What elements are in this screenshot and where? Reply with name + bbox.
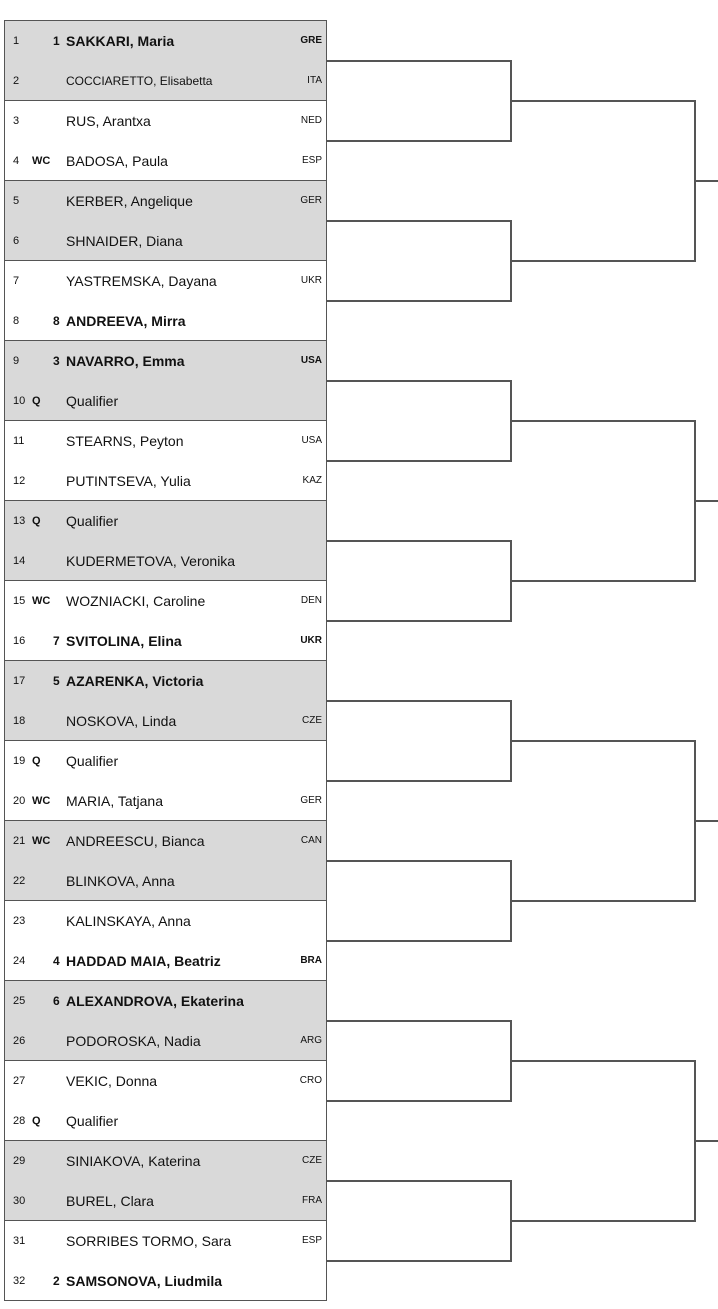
player-name: BUREL, Clara <box>66 1193 154 1209</box>
draw-position: 11 <box>13 435 25 447</box>
player-row[interactable] <box>5 1221 326 1261</box>
bracket-line <box>510 1060 694 1062</box>
player-name: KALINSKAYA, Anna <box>66 913 191 929</box>
draw-position: 5 <box>13 195 20 207</box>
player-row[interactable] <box>5 1101 326 1141</box>
bracket-line <box>694 180 718 182</box>
nationality: GER <box>300 195 322 206</box>
nationality: CRO <box>299 1075 322 1086</box>
draw-position: 17 <box>13 675 26 687</box>
draw-position: 3 <box>13 115 20 127</box>
bracket-line <box>327 1100 510 1102</box>
bracket-line <box>327 940 510 942</box>
player-name: COCCIARETTO, Elisabetta <box>66 74 213 88</box>
draw-pair <box>4 500 327 580</box>
nationality: ESP <box>301 155 322 166</box>
draw-position: 23 <box>13 915 26 927</box>
nationality: GER <box>300 795 322 806</box>
nationality: CZE <box>302 1155 322 1166</box>
bracket-line <box>510 1220 694 1222</box>
draw-position: 31 <box>13 1235 26 1247</box>
draw-position: 6 <box>13 235 20 247</box>
player-name: KUDERMETOVA, Veronika <box>66 553 236 569</box>
draw-position: 14 <box>13 555 26 567</box>
player-row[interactable] <box>5 621 326 661</box>
player-name: Qualifier <box>66 513 119 529</box>
draw-pair <box>4 580 327 660</box>
seed-number: 6 <box>53 994 60 1008</box>
bracket-line <box>327 1020 510 1022</box>
draw-position: 32 <box>13 1275 26 1287</box>
player-name: BADOSA, Paula <box>66 153 168 169</box>
draw-pair <box>4 980 327 1060</box>
player-row[interactable] <box>5 1261 326 1301</box>
bracket-line <box>510 740 694 742</box>
player-row[interactable] <box>5 581 326 621</box>
player-row[interactable] <box>5 981 326 1021</box>
player-name: WOZNIACKI, Caroline <box>66 593 206 609</box>
draw-pair <box>4 100 327 180</box>
draw-position: 30 <box>13 1195 26 1207</box>
seed-number: 7 <box>53 634 60 648</box>
player-name: NAVARRO, Emma <box>66 353 185 369</box>
draw-pair <box>4 260 327 340</box>
bracket-line <box>327 860 510 862</box>
player-name: RUS, Arantxa <box>66 113 151 129</box>
player-row[interactable] <box>5 221 326 261</box>
entry-tag: Q <box>32 395 41 407</box>
player-name: MARIA, Tatjana <box>66 793 164 809</box>
draw-pair <box>4 900 327 980</box>
draw-pair <box>4 820 327 900</box>
draw-position: 9 <box>13 355 20 367</box>
player-row[interactable] <box>5 661 326 701</box>
draw-position: 13 <box>13 515 26 527</box>
player-row[interactable] <box>5 861 326 901</box>
player-name: SVITOLINA, Elina <box>66 633 182 649</box>
draw-pair <box>4 340 327 420</box>
player-row[interactable] <box>5 381 326 421</box>
nationality: CZE <box>302 715 322 726</box>
entry-tag: WC <box>32 835 51 847</box>
player-name: Qualifier <box>66 1113 119 1129</box>
nationality: ITA <box>307 75 322 86</box>
nationality: USA <box>300 355 322 366</box>
player-name: PUTINTSEVA, Yulia <box>66 473 191 489</box>
draw-pair <box>4 420 327 500</box>
draw-position: 19 <box>13 755 26 767</box>
bracket-line <box>327 620 510 622</box>
bracket-line <box>694 500 718 502</box>
draw-position: 18 <box>13 715 26 727</box>
player-name: SAKKARI, Maria <box>66 33 175 49</box>
nationality: USA <box>301 435 322 446</box>
seed-number: 3 <box>53 354 60 368</box>
player-row[interactable] <box>5 21 326 61</box>
player-row[interactable] <box>5 101 326 141</box>
player-row[interactable] <box>5 741 326 781</box>
nationality: BRA <box>300 955 322 966</box>
bracket-line <box>327 140 510 142</box>
nationality: NED <box>300 115 322 126</box>
bracket-line <box>327 700 510 702</box>
player-row[interactable] <box>5 1141 326 1181</box>
player-row[interactable] <box>5 821 326 861</box>
bracket-line <box>327 780 510 782</box>
player-row[interactable] <box>5 181 326 221</box>
player-name: Qualifier <box>66 753 119 769</box>
player-name: YASTREMSKA, Dayana <box>66 273 217 289</box>
player-name: SAMSONOVA, Liudmila <box>66 1273 223 1289</box>
bracket-line <box>694 1140 718 1142</box>
nationality: UKR <box>300 635 322 646</box>
seed-number: 2 <box>53 1274 60 1288</box>
draw-position: 28 <box>13 1115 26 1127</box>
draw-position: 10 <box>13 395 26 407</box>
draw-position: 26 <box>13 1035 26 1047</box>
bracket-line <box>327 300 510 302</box>
seed-number: 4 <box>53 954 60 968</box>
bracket-line <box>327 380 510 382</box>
player-name: KERBER, Angelique <box>66 193 193 209</box>
player-name: STEARNS, Peyton <box>66 433 184 449</box>
player-name: AZARENKA, Victoria <box>66 673 204 689</box>
seed-number: 8 <box>53 314 60 328</box>
entry-tag: Q <box>32 515 41 527</box>
player-name: VEKIC, Donna <box>66 1073 158 1089</box>
draw-position: 25 <box>13 995 26 1007</box>
entry-tag: Q <box>32 755 41 767</box>
bracket-line <box>327 540 510 542</box>
player-row[interactable] <box>5 781 326 821</box>
player-name: ANDREESCU, Bianca <box>66 833 205 849</box>
player-row[interactable] <box>5 461 326 501</box>
player-name: Qualifier <box>66 393 119 409</box>
player-row[interactable] <box>5 141 326 181</box>
seed-number: 5 <box>53 674 60 688</box>
player-row[interactable] <box>5 301 326 341</box>
player-row[interactable] <box>5 701 326 741</box>
player-name: HADDAD MAIA, Beatriz <box>66 953 221 969</box>
draw-position: 21 <box>13 835 26 847</box>
draw-table <box>4 20 327 1301</box>
bracket-line <box>327 1260 510 1262</box>
player-row[interactable] <box>5 341 326 381</box>
player-row[interactable] <box>5 941 326 981</box>
bracket-line <box>510 580 694 582</box>
draw-pair <box>4 1060 327 1140</box>
nationality: FRA <box>302 1195 322 1206</box>
player-row[interactable] <box>5 901 326 941</box>
draw-position: 22 <box>13 875 26 887</box>
bracket-line <box>327 460 510 462</box>
entry-tag: WC <box>32 795 51 807</box>
entry-tag: Q <box>32 1115 41 1127</box>
draw-position: 15 <box>13 595 26 607</box>
draw-pair <box>4 1220 327 1301</box>
seed-number: 1 <box>53 34 60 48</box>
nationality: UKR <box>300 275 322 286</box>
nationality: ESP <box>301 1235 322 1246</box>
bracket-line <box>510 900 694 902</box>
draw-pair <box>4 1140 327 1220</box>
draw-pair <box>4 660 327 740</box>
player-row[interactable] <box>5 421 326 461</box>
draw-position: 27 <box>13 1075 26 1087</box>
player-row[interactable] <box>5 61 326 101</box>
draw-position: 8 <box>13 315 20 327</box>
player-name: SHNAIDER, Diana <box>66 233 183 249</box>
nationality: DEN <box>300 595 322 606</box>
player-row[interactable] <box>5 1061 326 1101</box>
bracket-line <box>327 60 510 62</box>
draw-pair <box>4 740 327 820</box>
nationality: CAN <box>300 835 322 846</box>
player-name: ANDREEVA, Mirra <box>66 313 186 329</box>
draw-position: 12 <box>13 475 26 487</box>
draw-position: 16 <box>13 635 26 647</box>
draw-position: 1 <box>13 35 20 47</box>
bracket-line <box>510 100 694 102</box>
player-name: ALEXANDROVA, Ekaterina <box>66 993 244 1009</box>
player-name: NOSKOVA, Linda <box>66 713 177 729</box>
player-name: PODOROSKA, Nadia <box>66 1033 201 1049</box>
entry-tag: WC <box>32 155 51 167</box>
player-name: SINIAKOVA, Katerina <box>66 1153 201 1169</box>
nationality: ARG <box>300 1035 322 1046</box>
player-row[interactable] <box>5 501 326 541</box>
draw-pair <box>4 180 327 260</box>
bracket-line <box>510 420 694 422</box>
draw-position: 4 <box>13 155 20 167</box>
entry-tag: WC <box>32 595 51 607</box>
player-name: BLINKOVA, Anna <box>66 873 175 889</box>
bracket-line <box>327 1180 510 1182</box>
player-row[interactable] <box>5 261 326 301</box>
player-row[interactable] <box>5 1021 326 1061</box>
player-row[interactable] <box>5 1181 326 1221</box>
draw-position: 24 <box>13 955 26 967</box>
bracket-line <box>327 220 510 222</box>
draw-position: 29 <box>13 1155 26 1167</box>
bracket-line <box>510 260 694 262</box>
draw-position: 2 <box>13 75 20 87</box>
nationality: GRE <box>300 35 322 46</box>
bracket-line <box>694 820 718 822</box>
draw-position: 20 <box>13 795 26 807</box>
draw-position: 7 <box>13 275 20 287</box>
nationality: KAZ <box>302 475 322 486</box>
player-row[interactable] <box>5 541 326 581</box>
draw-pair <box>4 20 327 100</box>
player-name: SORRIBES TORMO, Sara <box>66 1233 232 1249</box>
